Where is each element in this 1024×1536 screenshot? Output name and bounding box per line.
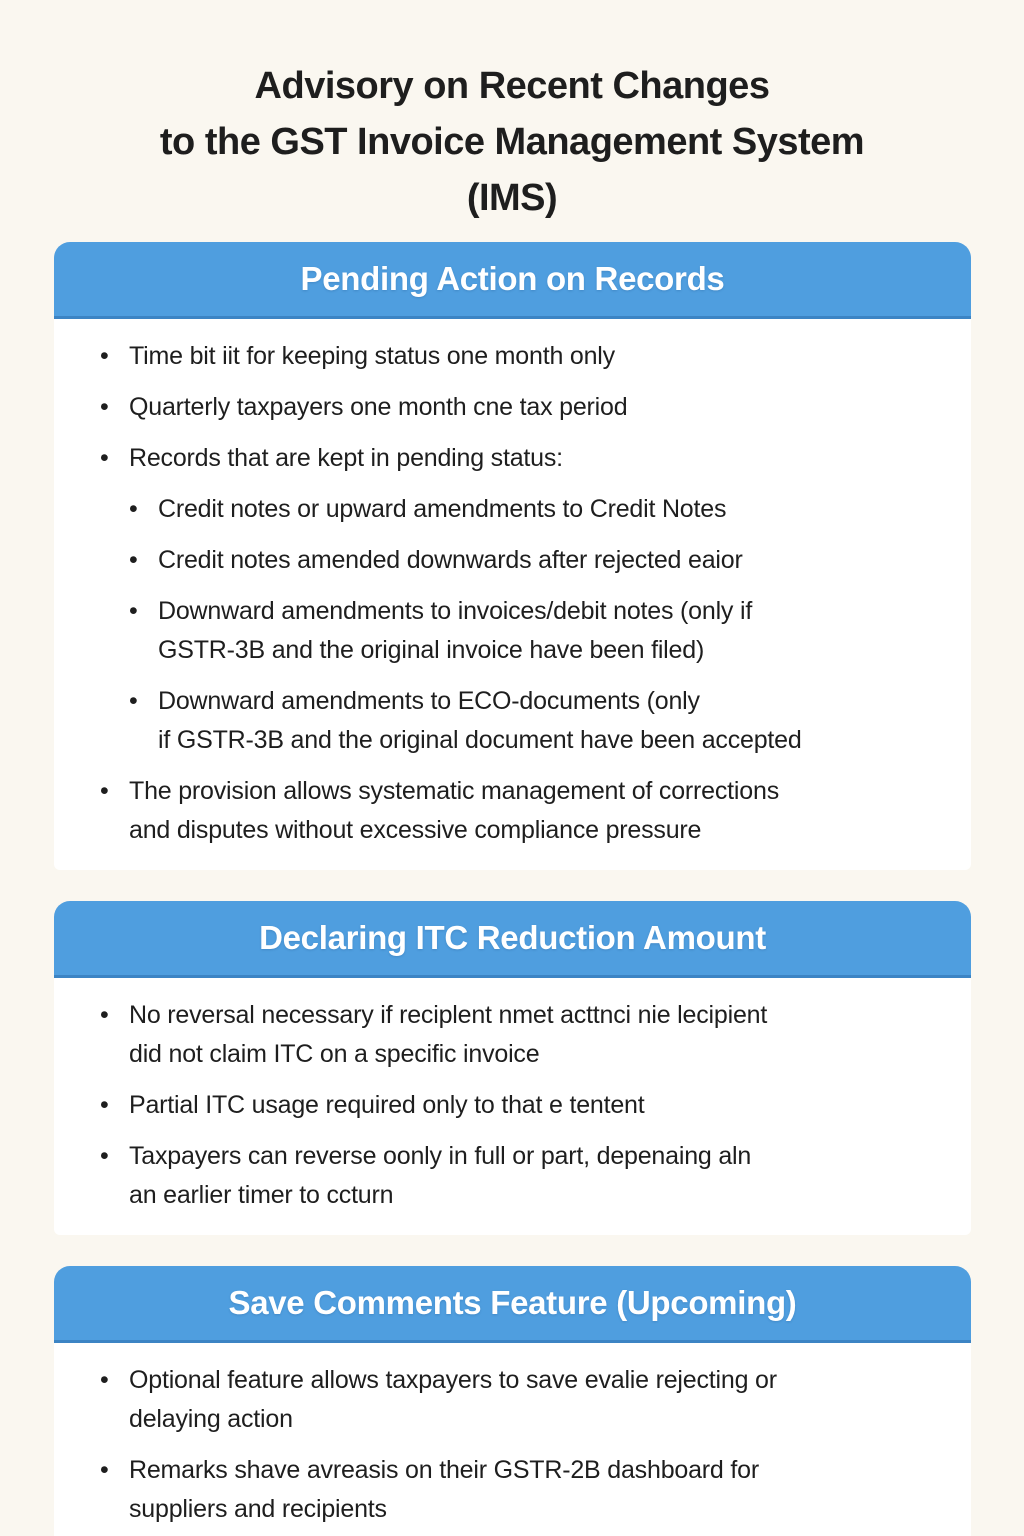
bullet-item	[99, 996, 943, 1074]
bullet-line: if GSTR-3B and the original document have been accepted	[158, 726, 802, 754]
section-save-comments-feature	[54, 1266, 971, 1536]
sub-bullet-item	[128, 490, 943, 529]
bullet-line: • Optional feature allows taxpayers to save evalie rejecting or	[129, 1366, 777, 1394]
bullet-item	[99, 1451, 943, 1529]
sub-bullet-item	[128, 592, 943, 670]
bullet-item	[99, 1361, 943, 1439]
title-line-3: (IMS)	[466, 177, 558, 219]
bullet-line: an earlier timer to ccturn	[129, 1181, 394, 1209]
section-header: Declaring ITC Reduction Amount	[54, 901, 971, 978]
page-title	[0, 0, 1024, 226]
title-line-1: Advisory on Recent Changes	[254, 65, 770, 107]
sub-bullet-item	[128, 682, 943, 760]
section-body	[54, 978, 971, 1235]
bullet-line: • Credit notes or upward amendments to Credit Notes	[158, 495, 727, 523]
bullet-line: • Quarterly taxpayers one month cne tax period	[129, 393, 628, 421]
bullet-item	[99, 388, 943, 427]
bullet-item	[99, 772, 943, 850]
bullet-line: • Credit notes amended downwards after rejected eaior	[158, 546, 743, 574]
bullet-line: • Downward amendments to ECO-documents (only	[158, 687, 700, 715]
bullet-line: GSTR-3B and the original invoice have been filed)	[158, 636, 705, 664]
bullet-line: • Taxpayers can reverse oonly in full or part, depenaing aln	[129, 1142, 752, 1170]
bullet-line: and disputes without excessive compliance pressure	[129, 816, 702, 844]
bullet-item	[99, 337, 943, 376]
section-header: Save Comments Feature (Upcoming)	[54, 1266, 971, 1343]
bullet-line: • The provision allows systematic management of corrections	[129, 777, 779, 805]
bullet-item	[99, 1086, 943, 1125]
bullet-line: • Downward amendments to invoices/debit notes (only if	[158, 597, 753, 625]
section-header: Pending Action on Records	[54, 242, 971, 319]
section-body	[54, 1343, 971, 1536]
section-body	[54, 319, 971, 870]
sub-bullet-item	[128, 541, 943, 580]
bullet-line: did not claim ITC on a specific invoice	[129, 1040, 540, 1068]
section-declaring-itc-reduction-amount	[54, 901, 971, 1235]
bullet-item	[99, 439, 943, 478]
section-pending-action-on-records	[54, 242, 971, 870]
bullet-line: • Partial ITC usage required only to that e tentent	[129, 1091, 645, 1119]
bullet-line: • No reversal necessary if reciplent nmet acttnci nie lecipient	[129, 1001, 768, 1029]
bullet-line: suppliers and recipients	[129, 1495, 387, 1523]
bullet-line: • Remarks shave avreasis on their GSTR-2B dashboard for	[129, 1456, 759, 1484]
bullet-line: • Records that are kept in pending status:	[129, 444, 563, 472]
bullet-item	[99, 1137, 943, 1215]
bullet-line: delaying action	[129, 1405, 293, 1433]
title-line-2: to the GST Invoice Management System	[159, 121, 865, 163]
bullet-line: • Time bit iit for keeping status one month only	[129, 342, 615, 370]
